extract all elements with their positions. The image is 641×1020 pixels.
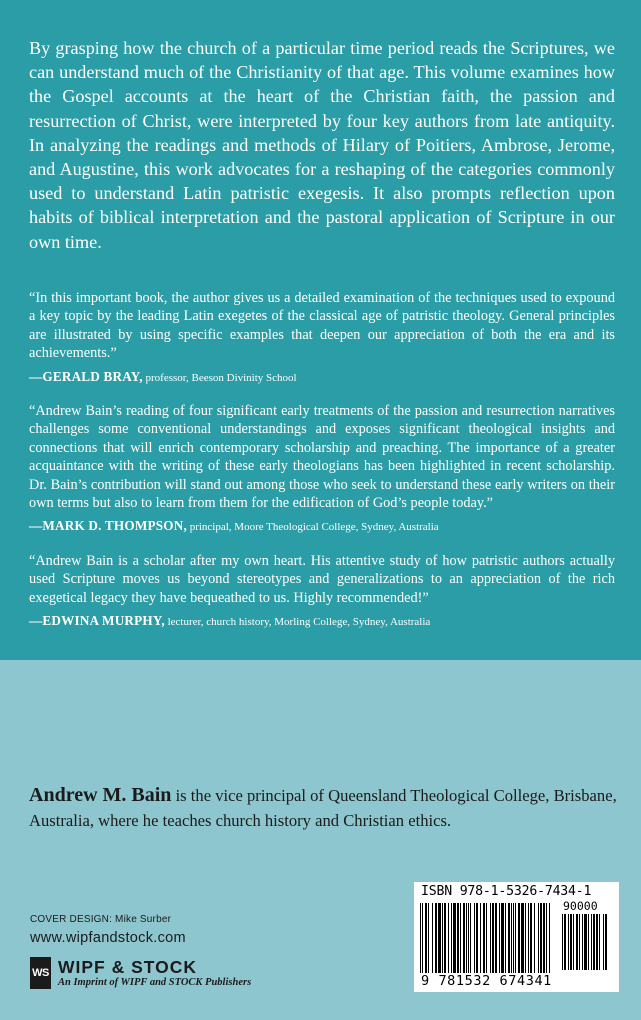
barcode-bar: [525, 903, 526, 973]
barcode-bar: [457, 903, 459, 973]
publisher-text: [58, 958, 251, 989]
barcode-bar: [428, 903, 429, 973]
barcode-bar: [534, 903, 535, 973]
barcode-bar: [603, 914, 604, 970]
barcode-bar: [576, 914, 578, 970]
barcode-bar: [476, 903, 478, 973]
author-bio-text: is the vice principal of Queensland Theological College, Brisbane, Australia, where he teaches church history and Christian ethics.: [29, 786, 617, 830]
barcode-bar: [582, 914, 583, 970]
publisher-website: www.wipfandstock.com: [30, 930, 186, 946]
publisher-name: WIPF & STOCK: [58, 956, 198, 977]
barcode-bar: [593, 914, 595, 970]
barcode-bar: [513, 903, 514, 973]
barcode-bar: [492, 903, 494, 973]
barcode-bar: [474, 903, 475, 973]
barcode-bar: [470, 903, 471, 973]
barcode-bar: [549, 903, 550, 973]
barcode-bar: [444, 903, 446, 973]
barcode-bar: [505, 903, 506, 973]
barcode-bar: [432, 903, 433, 973]
ean-digits: 9 781532 674341: [421, 973, 552, 989]
barcode-bar: [568, 914, 569, 970]
barcode-bar: [480, 903, 481, 973]
barcode-bar: [573, 914, 574, 970]
endorser-name: —MARK D. THOMPSON,: [29, 518, 187, 534]
addon-barcode-bars: [562, 914, 614, 970]
barcode-bar: [501, 903, 504, 973]
endorsement-quote: “In this important book, the author gives us a detailed examination of the techniques used to expound a key topic by the leading Latin exegetes of the classical age of patristic theology. General principles are illustrated by using specific examples that deepen our appreciation of both the era and its achievements.”: [29, 290, 615, 362]
ean-barcode-bars: [420, 903, 558, 973]
barcode-bar: [605, 914, 607, 970]
isbn-label: ISBN 978-1-5326-7434-1: [421, 884, 592, 899]
barcode-bar: [543, 903, 545, 973]
barcode-bar: [442, 903, 443, 973]
barcode-bar: [451, 903, 452, 973]
barcode-bar: [460, 903, 461, 973]
barcode-bar: [448, 903, 449, 973]
isbn-barcode: [414, 882, 619, 992]
barcode-bar: [425, 903, 427, 973]
endorser-title: lecturer, church history, Morling College, Sydney, Australia: [164, 616, 431, 629]
barcode-bar: [508, 903, 510, 973]
endorser-title: professor, Beeson Divinity School: [142, 371, 297, 384]
barcode-bar: [584, 914, 587, 970]
endorsement-quote: “Andrew Bain is a scholar after my own heart. His attentive study of how patristic authors actually used Scripture moves us beyond stereotypes and generalizations to an appreciation of the rich exegetical legacy they have bequeathed to us. Highly recommended!”: [29, 553, 615, 606]
price-code: 90000: [563, 899, 598, 913]
barcode-bar: [490, 903, 491, 973]
author-bio: [29, 783, 619, 833]
author-name: Andrew M. Bain: [29, 784, 172, 806]
endorsement: [29, 289, 615, 386]
barcode-bar: [596, 914, 598, 970]
barcode-bar: [422, 903, 423, 973]
endorsement: [29, 402, 615, 535]
barcode-bar: [518, 903, 520, 973]
barcode-bar: [546, 903, 547, 973]
barcode-bar: [562, 914, 563, 970]
barcode-bar: [521, 903, 524, 973]
barcode-bar: [435, 903, 437, 973]
publisher-block: [30, 957, 251, 989]
endorsement-attribution: [29, 369, 615, 386]
barcode-bar: [495, 903, 497, 973]
barcode-bar: [538, 903, 539, 973]
barcode-bar: [511, 903, 512, 973]
publisher-tagline: An Imprint of WIPF and STOCK Publishers: [58, 976, 252, 988]
barcode-bar: [528, 903, 529, 973]
endorser-title: principal, Moore Theological College, Sydney, Australia: [186, 521, 439, 534]
barcode-bar: [570, 914, 572, 970]
barcode-bar: [438, 903, 441, 973]
endorser-name: —GERALD BRAY,: [29, 368, 143, 384]
barcode-bar: [420, 903, 421, 973]
barcode-bar: [515, 903, 516, 973]
endorsement: [29, 552, 615, 630]
endorsement-quote: “Andrew Bain’s reading of four significant early treatments of the passion and resurrection narratives challenges some conventional understandings and exposes significant theological insights and connections that will enrich contemporary scholarship and preaching. The importance of a greater acquaintance with the writing of these early theologians has been highlighted in recent scholarship. Dr. Bain’s contribution will stand out among those who seek to understand these early writers on their own terms but also to learn from them for the edification of God’s people today.”: [29, 403, 615, 512]
barcode-bar: [540, 903, 542, 973]
barcode-bar: [499, 903, 500, 973]
barcode-bar: [579, 914, 580, 970]
barcode-bar: [564, 914, 566, 970]
barcode-bar: [453, 903, 456, 973]
barcode-bar: [591, 914, 592, 970]
barcode-bar: [530, 903, 532, 973]
barcode-bar: [588, 914, 589, 970]
book-blurb: By grasping how the church of a particular time period reads the Scriptures, we can understand much of the Christianity of that age. This volume examines how the Gospel accounts at the heart of the Christian faith, the passion and resurrection of Christ, were interpreted by four key authors from late antiquity. In analyzing the readings and methods of Hilary of Poitiers, Ambrose, Jerome, and Augustine, this work advocates for a reshaping of the categories commonly used to understand Latin patristic exegesis. It also prompts reflection upon habits of biblical interpretation and the pastoral application of Scripture in our own time.: [29, 38, 615, 252]
barcode-bar: [599, 914, 600, 970]
publisher-logo-icon: WS: [30, 957, 51, 989]
barcode-bar: [466, 903, 467, 973]
credits: [30, 913, 186, 948]
barcode-bar: [486, 903, 487, 973]
endorser-name: —EDWINA MURPHY,: [29, 613, 165, 629]
endorsement-attribution: [29, 518, 615, 535]
barcode-bar: [483, 903, 485, 973]
endorsement-attribution: [29, 613, 615, 630]
barcode-bar: [468, 903, 469, 973]
cover-design-credit: COVER DESIGN: Mike Surber: [30, 914, 172, 925]
barcode-bar: [463, 903, 465, 973]
